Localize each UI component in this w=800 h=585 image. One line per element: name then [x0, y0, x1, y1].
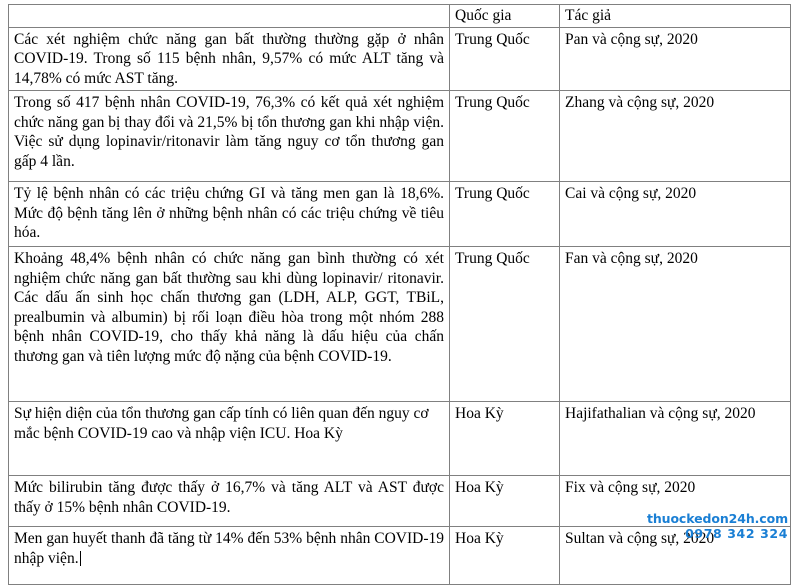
- cell-finding: Sự hiện diện của tổn thương gan cấp tính có liên quan đến nguy cơ mắc bệnh COVID-19 cao và nhập viện ICU. Hoa Kỳ: [9, 402, 450, 476]
- cell-country: Trung Quốc: [450, 91, 560, 182]
- cell-finding: Trong số 417 bệnh nhân COVID-19, 76,3% có kết quả xét nghiệm chức năng gan bị thay đổi và 21,5% bị tổn thương gan khi nhập viện. Việc sử dụng lopinavir/ritonavir làm tăng nguy cơ tổn thương gan gấp 4 lần.: [9, 91, 450, 182]
- table-row: [9, 402, 791, 476]
- table-row: [9, 527, 791, 585]
- watermark-phone: 0978 342 324: [685, 526, 788, 542]
- table-row: [9, 476, 791, 527]
- cell-author: Zhang và cộng sự, 2020: [560, 91, 791, 182]
- cell-country: Trung Quốc: [450, 28, 560, 91]
- cell-finding: Khoảng 48,4% bệnh nhân có chức năng gan bình thường có xét nghiệm chức năng gan bất thường sau khi dùng lopinavir/ ritonavir. Các dấu ấn sinh học chấn thương gan (LDH, ALP, GGT, TBiL, prealbumin và albumin) bị rối loạn điều hòa trong một nhóm 288 bệnh nhân COVID-19, cho thấy khả năng là dấu hiệu của chấn thương gan và tiên lượng mức độ nặng của bệnh COVID-19.: [9, 247, 450, 402]
- cell-finding: [9, 527, 450, 585]
- findings-table: [8, 4, 791, 585]
- table-header-row: [9, 5, 791, 28]
- text-cursor: [80, 551, 81, 566]
- table-row: [9, 182, 791, 247]
- cell-finding: Mức bilirubin tăng được thấy ở 16,7% và tăng ALT và AST được thấy ở 15% bệnh nhân COVID-19.: [9, 476, 450, 527]
- header-cell-author: Tác giả: [560, 5, 791, 28]
- table-row: [9, 247, 791, 402]
- header-cell-finding: [9, 5, 450, 28]
- cell-finding: Tỷ lệ bệnh nhân có các triệu chứng GI và tăng men gan là 18,6%. Mức độ bệnh tăng lên ở những bệnh nhân có các triệu chứng về tiêu hóa.: [9, 182, 450, 247]
- cell-finding-text: Men gan huyết thanh đã tăng từ 14% đến 53% bệnh nhân COVID-19 nhập viện.: [14, 530, 444, 567]
- cell-author: Hajifathalian và cộng sự, 2020: [560, 402, 791, 476]
- cell-finding: Các xét nghiệm chức năng gan bất thường thường gặp ở nhân COVID-19. Trong số 115 bệnh nhân, 9,57% có mức ALT tăng và 14,78% có mức AST tăng.: [9, 28, 450, 91]
- cell-country: Hoa Kỳ: [450, 527, 560, 585]
- cell-country: Trung Quốc: [450, 182, 560, 247]
- table-row: [9, 28, 791, 91]
- cell-author: Fix và cộng sự, 2020: [560, 476, 791, 527]
- cell-author: Sultan và cộng sự, 2020: [560, 527, 791, 585]
- cell-country: Hoa Kỳ: [450, 402, 560, 476]
- header-cell-country: Quốc gia: [450, 5, 560, 28]
- cell-country: Hoa Kỳ: [450, 476, 560, 527]
- cell-author: Cai và cộng sự, 2020: [560, 182, 791, 247]
- cell-author: Fan và cộng sự, 2020: [560, 247, 791, 402]
- watermark-url: thuockedon24h.com: [646, 510, 788, 526]
- table-row: [9, 91, 791, 182]
- cell-author: Pan và cộng sự, 2020: [560, 28, 791, 91]
- cell-country: Trung Quốc: [450, 247, 560, 402]
